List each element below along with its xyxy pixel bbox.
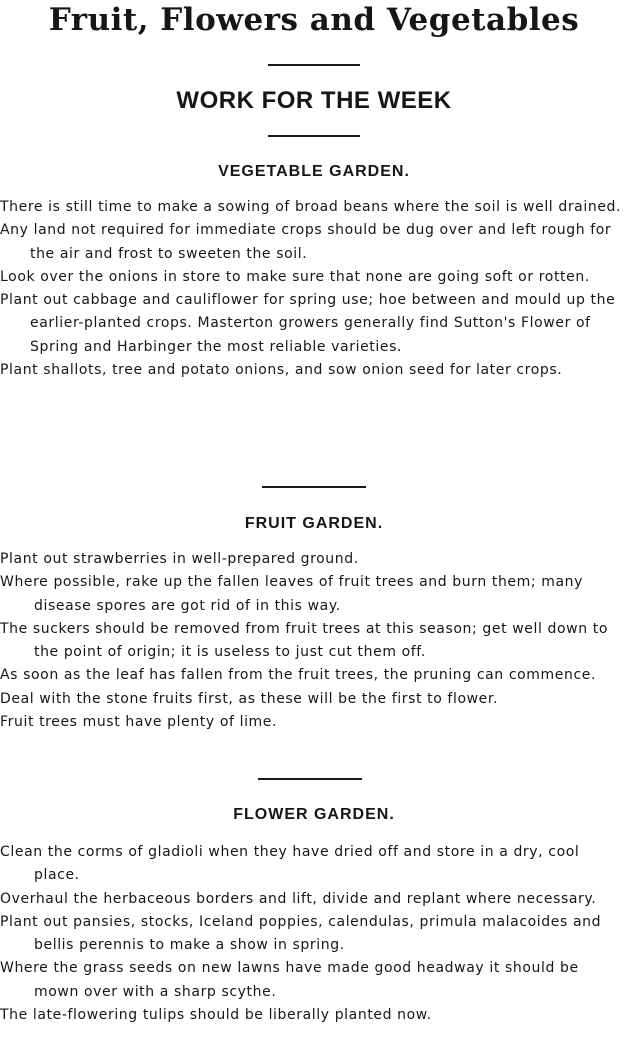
section-heading-fruit-garden: FRUIT GARDEN.: [244, 515, 384, 532]
subtitle-divider: [268, 135, 360, 137]
list-item: Overhaul the herbaceous borders and lift, divide and replant where necessary.: [0, 890, 597, 907]
title-divider: [268, 64, 360, 66]
list-item: Plant out cabbage and cauliflower for spring use; hoe between and mould up the earlier-planted crops. Masterton growers generally find Sutton's Flower of Spring and Harbinger the most reliable varieties.: [0, 292, 616, 355]
fruit-garden-list: [0, 548, 628, 734]
list-item: There is still time to make a sowing of broad beans where the soil is well drained.: [0, 199, 622, 215]
section-divider: [258, 778, 362, 780]
list-item: Plant out strawberries in well-prepared ground.: [0, 551, 359, 567]
list-item: The late-flowering tulips should be liberally planted now.: [0, 1007, 432, 1024]
section-divider: [262, 486, 366, 488]
section-heading-flower-garden: FLOWER GARDEN.: [233, 806, 395, 823]
list-item: Clean the corms of gladioli when they have dried off and store in a dry, cool place.: [0, 844, 580, 884]
list-item: The suckers should be removed from fruit trees at this season; get well down to the point of origin; it is useless to just cut them off.: [0, 620, 608, 661]
list-item: As soon as the leaf has fallen from the fruit trees, the pruning can commence.: [0, 667, 596, 684]
list-item: Plant shallots, tree and potato onions, and sow onion seed for later crops.: [0, 362, 563, 379]
list-item: Plant out pansies, stocks, Iceland poppies, calendulas, primula malacoides and bellis perennis to make a show in spring.: [0, 913, 602, 954]
vegetable-garden-list: [0, 196, 628, 382]
section-heading-vegetable-garden: VEGETABLE GARDEN.: [218, 163, 410, 180]
list-item: Any land not required for immediate crops should be dug over and left rough for the air and frost to sweeten the soil.: [0, 222, 612, 262]
list-item: Deal with the stone fruits first, as these will be the first to flower.: [0, 690, 498, 707]
list-item: Where the grass seeds on new lawns have made good headway it should be mown over with a sharp scythe.: [0, 960, 579, 1000]
list-item: Look over the onions in store to make sure that none are going soft or rotten.: [0, 268, 590, 285]
page-title: Fruit, Flowers and Vegetables: [48, 2, 580, 38]
flower-garden-list: [0, 841, 628, 1027]
list-item: Fruit trees must have plenty of lime.: [0, 714, 278, 731]
subtitle: WORK FOR THE WEEK: [176, 87, 452, 114]
list-item: Where possible, rake up the fallen leaves of fruit trees and burn them; many disease spores are got rid of in this way.: [0, 574, 584, 614]
